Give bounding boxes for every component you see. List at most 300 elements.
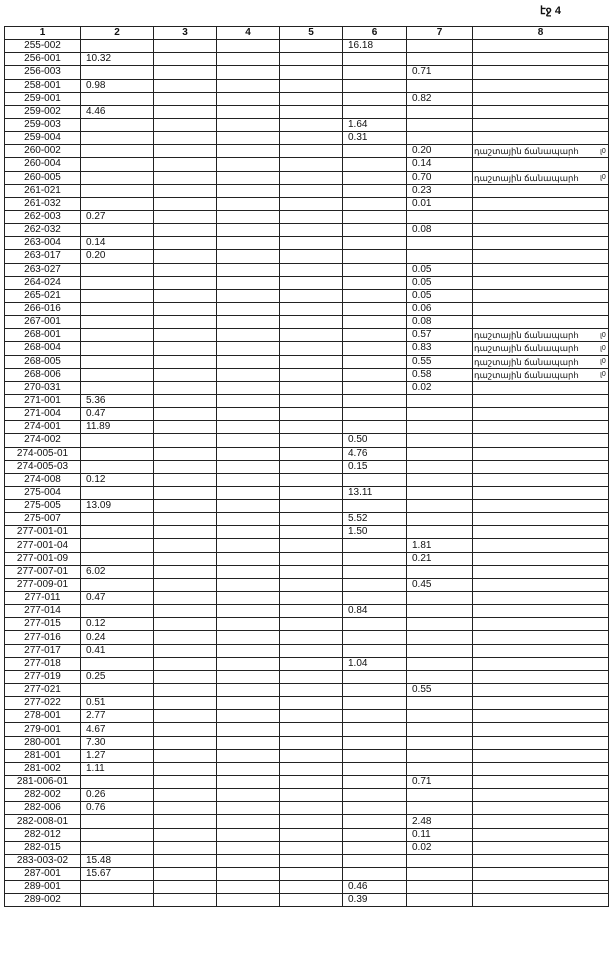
table-row [5, 526, 609, 539]
table-row [5, 881, 609, 894]
column-6-value: 0.50 [343, 434, 407, 447]
column-5-value [280, 92, 343, 105]
note-cell: դաշտային ճանապարհ [473, 329, 609, 342]
column-3-value [154, 631, 217, 644]
column-2-value [81, 302, 154, 315]
header-row [5, 27, 609, 40]
column-6-value [343, 66, 407, 79]
column-2-value: 0.12 [81, 618, 154, 631]
note-cell [473, 460, 609, 473]
parcel-code-cell: 267-001 [5, 316, 81, 329]
column-3-value [154, 184, 217, 197]
column-4-value [217, 881, 280, 894]
column-6-value [343, 79, 407, 92]
column-3-value [154, 749, 217, 762]
parcel-code-cell: 268-001 [5, 329, 81, 342]
column-3-value [154, 118, 217, 131]
table-row [5, 158, 609, 171]
column-2-value [81, 434, 154, 447]
column-7-value: 0.05 [407, 263, 473, 276]
parcel-code-cell: 263-027 [5, 263, 81, 276]
table-row [5, 224, 609, 237]
parcel-code-cell: 281-002 [5, 762, 81, 775]
column-6-value [343, 92, 407, 105]
column-5-value [280, 408, 343, 421]
column-5-value [280, 118, 343, 131]
column-7-value [407, 631, 473, 644]
column-7-value [407, 210, 473, 223]
column-4-value [217, 552, 280, 565]
column-3-value [154, 657, 217, 670]
column-5-value [280, 526, 343, 539]
column-header-6: 6 [343, 27, 407, 40]
column-5-value [280, 394, 343, 407]
column-5-value [280, 197, 343, 210]
note-cell [473, 592, 609, 605]
column-5-value [280, 132, 343, 145]
column-5-value [280, 421, 343, 434]
table-row [5, 644, 609, 657]
parcel-code-cell: 274-008 [5, 473, 81, 486]
column-4-value [217, 749, 280, 762]
note-cell [473, 802, 609, 815]
table-row [5, 92, 609, 105]
column-4-value [217, 342, 280, 355]
parcel-code-cell: 277-011 [5, 592, 81, 605]
column-2-value [81, 552, 154, 565]
column-2-value [81, 460, 154, 473]
column-7-value: 1.81 [407, 539, 473, 552]
parcel-code-cell: 271-004 [5, 408, 81, 421]
table-row [5, 132, 609, 145]
column-6-value [343, 565, 407, 578]
column-3-value [154, 355, 217, 368]
column-7-value [407, 881, 473, 894]
column-7-value [407, 118, 473, 131]
column-6-value: 0.39 [343, 894, 407, 907]
column-5-value [280, 736, 343, 749]
column-4-value [217, 394, 280, 407]
column-7-value [407, 447, 473, 460]
column-5-value [280, 316, 343, 329]
parcel-code-cell: 260-002 [5, 145, 81, 158]
column-2-value: 15.67 [81, 868, 154, 881]
column-7-value: 0.02 [407, 841, 473, 854]
note-cell [473, 263, 609, 276]
column-3-value [154, 316, 217, 329]
column-5-value [280, 145, 343, 158]
column-7-value: 0.21 [407, 552, 473, 565]
column-5-value [280, 237, 343, 250]
note-cell [473, 894, 609, 907]
column-7-value: 0.02 [407, 381, 473, 394]
column-6-value [343, 762, 407, 775]
column-4-value [217, 105, 280, 118]
table-row [5, 815, 609, 828]
column-header-2: 2 [81, 27, 154, 40]
column-4-value [217, 263, 280, 276]
column-4-value [217, 762, 280, 775]
column-3-value [154, 171, 217, 184]
column-6-value [343, 802, 407, 815]
note-cell [473, 105, 609, 118]
table-row [5, 736, 609, 749]
column-4-value [217, 736, 280, 749]
column-6-value [343, 342, 407, 355]
column-3-value [154, 289, 217, 302]
table-row [5, 289, 609, 302]
note-cell [473, 132, 609, 145]
column-4-value [217, 868, 280, 881]
note-cell [473, 881, 609, 894]
column-5-value [280, 710, 343, 723]
column-3-value [154, 237, 217, 250]
column-6-value [343, 329, 407, 342]
parcel-code-cell: 268-006 [5, 368, 81, 381]
column-6-value [343, 697, 407, 710]
column-5-value [280, 355, 343, 368]
column-7-value: 0.14 [407, 158, 473, 171]
parcel-code-cell: 279-001 [5, 723, 81, 736]
column-6-value [343, 197, 407, 210]
parcel-code-cell: 262-003 [5, 210, 81, 223]
table-row [5, 329, 609, 342]
column-2-value [81, 316, 154, 329]
column-5-value [280, 500, 343, 513]
note-cell [473, 526, 609, 539]
table-row [5, 500, 609, 513]
column-6-value: 0.46 [343, 881, 407, 894]
column-6-value [343, 578, 407, 591]
column-6-value [343, 158, 407, 171]
note-cell [473, 618, 609, 631]
column-5-value [280, 263, 343, 276]
column-4-value [217, 145, 280, 158]
column-7-value [407, 565, 473, 578]
column-5-value [280, 854, 343, 867]
table-row [5, 618, 609, 631]
column-2-value: 4.46 [81, 105, 154, 118]
column-2-value [81, 776, 154, 789]
note-cell [473, 237, 609, 250]
column-2-value [81, 513, 154, 526]
note-cell [473, 736, 609, 749]
column-2-value [81, 526, 154, 539]
column-3-value [154, 132, 217, 145]
column-4-value [217, 697, 280, 710]
column-2-value [81, 263, 154, 276]
column-2-value [81, 828, 154, 841]
note-cell [473, 644, 609, 657]
table-row [5, 802, 609, 815]
note-cell [473, 710, 609, 723]
column-7-value: 2.48 [407, 815, 473, 828]
column-7-value [407, 592, 473, 605]
column-2-value [81, 355, 154, 368]
column-6-value [343, 145, 407, 158]
column-7-value [407, 762, 473, 775]
column-6-value [343, 105, 407, 118]
column-7-value [407, 473, 473, 486]
table-row [5, 894, 609, 907]
column-4-value [217, 447, 280, 460]
column-7-value: 0.23 [407, 184, 473, 197]
column-6-value: 13.11 [343, 486, 407, 499]
column-3-value [154, 421, 217, 434]
column-3-value [154, 592, 217, 605]
column-7-value: 0.82 [407, 92, 473, 105]
column-7-value: 0.55 [407, 355, 473, 368]
note-cell: դաշտային ճանապարհ [473, 342, 609, 355]
column-3-value [154, 894, 217, 907]
parcel-code-cell: 275-004 [5, 486, 81, 499]
column-7-value: 0.71 [407, 66, 473, 79]
column-5-value [280, 210, 343, 223]
column-5-value [280, 513, 343, 526]
parcel-code-cell: 277-014 [5, 605, 81, 618]
table-row [5, 184, 609, 197]
column-3-value [154, 762, 217, 775]
column-7-value [407, 250, 473, 263]
table-row [5, 828, 609, 841]
column-2-value: 10.32 [81, 53, 154, 66]
table-row [5, 53, 609, 66]
column-3-value [154, 276, 217, 289]
parcel-code-cell: 261-032 [5, 197, 81, 210]
column-6-value [343, 421, 407, 434]
column-3-value [154, 66, 217, 79]
column-5-value [280, 894, 343, 907]
column-7-value [407, 460, 473, 473]
column-3-value [154, 605, 217, 618]
column-7-value [407, 605, 473, 618]
note-cell [473, 92, 609, 105]
column-7-value: 0.70 [407, 171, 473, 184]
column-6-value [343, 53, 407, 66]
table-row [5, 355, 609, 368]
note-cell [473, 723, 609, 736]
table-row [5, 762, 609, 775]
column-5-value [280, 289, 343, 302]
column-5-value [280, 250, 343, 263]
column-3-value [154, 210, 217, 223]
column-7-value [407, 105, 473, 118]
column-4-value [217, 434, 280, 447]
parcel-code-cell: 260-004 [5, 158, 81, 171]
column-5-value [280, 841, 343, 854]
table-row [5, 210, 609, 223]
column-7-value [407, 854, 473, 867]
column-3-value [154, 697, 217, 710]
column-2-value [81, 684, 154, 697]
column-5-value [280, 789, 343, 802]
column-2-value [81, 289, 154, 302]
table-row [5, 710, 609, 723]
column-6-value: 16.18 [343, 40, 407, 53]
column-3-value [154, 486, 217, 499]
parcel-code-cell: 277-001-01 [5, 526, 81, 539]
column-2-value: 5.36 [81, 394, 154, 407]
column-4-value [217, 684, 280, 697]
column-4-value [217, 197, 280, 210]
column-3-value [154, 526, 217, 539]
column-3-value [154, 158, 217, 171]
column-4-value [217, 565, 280, 578]
column-6-value: 5.52 [343, 513, 407, 526]
column-2-value [81, 815, 154, 828]
column-6-value: 0.31 [343, 132, 407, 145]
parcel-code-cell: 277-015 [5, 618, 81, 631]
column-3-value [154, 460, 217, 473]
column-2-value: 11.89 [81, 421, 154, 434]
column-5-value [280, 329, 343, 342]
column-7-value: 0.57 [407, 329, 473, 342]
column-4-value [217, 526, 280, 539]
column-5-value [280, 53, 343, 66]
column-6-value: 1.04 [343, 657, 407, 670]
parcel-code-cell: 259-002 [5, 105, 81, 118]
column-4-value [217, 802, 280, 815]
note-cell [473, 53, 609, 66]
column-2-value [81, 92, 154, 105]
table-row [5, 749, 609, 762]
column-4-value [217, 118, 280, 131]
note-cell [473, 500, 609, 513]
column-3-value [154, 302, 217, 315]
column-2-value: 0.47 [81, 408, 154, 421]
column-6-value [343, 276, 407, 289]
column-7-value [407, 526, 473, 539]
column-4-value [217, 158, 280, 171]
parcel-code-cell: 259-004 [5, 132, 81, 145]
table-row [5, 473, 609, 486]
column-4-value [217, 302, 280, 315]
column-4-value [217, 894, 280, 907]
column-3-value [154, 881, 217, 894]
column-4-value [217, 40, 280, 53]
column-5-value [280, 368, 343, 381]
column-4-value [217, 473, 280, 486]
column-7-value: 0.05 [407, 276, 473, 289]
column-6-value [343, 723, 407, 736]
column-6-value [343, 316, 407, 329]
column-4-value [217, 776, 280, 789]
column-6-value [343, 644, 407, 657]
parcel-code-cell: 274-005-03 [5, 460, 81, 473]
column-7-value [407, 749, 473, 762]
parcel-code-cell: 263-017 [5, 250, 81, 263]
column-5-value [280, 342, 343, 355]
column-2-value: 1.11 [81, 762, 154, 775]
note-cell [473, 184, 609, 197]
parcel-code-cell: 260-005 [5, 171, 81, 184]
column-6-value [343, 618, 407, 631]
column-4-value [217, 171, 280, 184]
column-2-value [81, 657, 154, 670]
column-3-value [154, 250, 217, 263]
column-6-value [343, 237, 407, 250]
column-2-value: 7.30 [81, 736, 154, 749]
table-row [5, 118, 609, 131]
column-6-value [343, 224, 407, 237]
column-5-value [280, 684, 343, 697]
column-5-value [280, 605, 343, 618]
table-body [5, 40, 609, 907]
column-2-value [81, 158, 154, 171]
note-cell [473, 697, 609, 710]
note-cell [473, 381, 609, 394]
column-header-4: 4 [217, 27, 280, 40]
column-4-value [217, 210, 280, 223]
parcel-code-cell: 277-021 [5, 684, 81, 697]
column-5-value [280, 40, 343, 53]
column-4-value [217, 421, 280, 434]
column-4-value [217, 224, 280, 237]
column-5-value [280, 552, 343, 565]
column-5-value [280, 565, 343, 578]
column-7-value [407, 394, 473, 407]
column-7-value [407, 802, 473, 815]
note-cell: դաշտային ճանապարհ [473, 171, 609, 184]
parcel-code-cell: 287-001 [5, 868, 81, 881]
table-row [5, 316, 609, 329]
table-row [5, 66, 609, 79]
side-mark: լ0 [600, 174, 606, 182]
column-5-value [280, 158, 343, 171]
column-5-value [280, 776, 343, 789]
table-row [5, 342, 609, 355]
column-4-value [217, 329, 280, 342]
parcel-code-cell: 274-001 [5, 421, 81, 434]
column-2-value: 2.77 [81, 710, 154, 723]
side-mark: լ0 [600, 147, 606, 155]
parcel-code-cell: 282-015 [5, 841, 81, 854]
column-5-value [280, 670, 343, 683]
note-cell [473, 828, 609, 841]
table-row [5, 776, 609, 789]
column-5-value [280, 657, 343, 670]
column-2-value [81, 132, 154, 145]
column-header-7: 7 [407, 27, 473, 40]
column-4-value [217, 670, 280, 683]
column-7-value [407, 670, 473, 683]
note-cell [473, 684, 609, 697]
column-7-value [407, 657, 473, 670]
column-header-1: 1 [5, 27, 81, 40]
column-7-value [407, 723, 473, 736]
parcel-code-cell: 270-031 [5, 381, 81, 394]
column-3-value [154, 434, 217, 447]
parcel-code-cell: 275-007 [5, 513, 81, 526]
column-6-value [343, 473, 407, 486]
land-parcel-table [4, 26, 609, 907]
column-3-value [154, 105, 217, 118]
column-2-value [81, 145, 154, 158]
note-cell [473, 250, 609, 263]
column-4-value [217, 841, 280, 854]
column-4-value [217, 789, 280, 802]
note-cell [473, 565, 609, 578]
column-2-value: 0.25 [81, 670, 154, 683]
parcel-code-cell: 268-005 [5, 355, 81, 368]
column-6-value: 0.15 [343, 460, 407, 473]
table-row [5, 578, 609, 591]
table-row [5, 368, 609, 381]
column-4-value [217, 460, 280, 473]
column-6-value: 1.50 [343, 526, 407, 539]
column-3-value [154, 145, 217, 158]
column-6-value [343, 394, 407, 407]
